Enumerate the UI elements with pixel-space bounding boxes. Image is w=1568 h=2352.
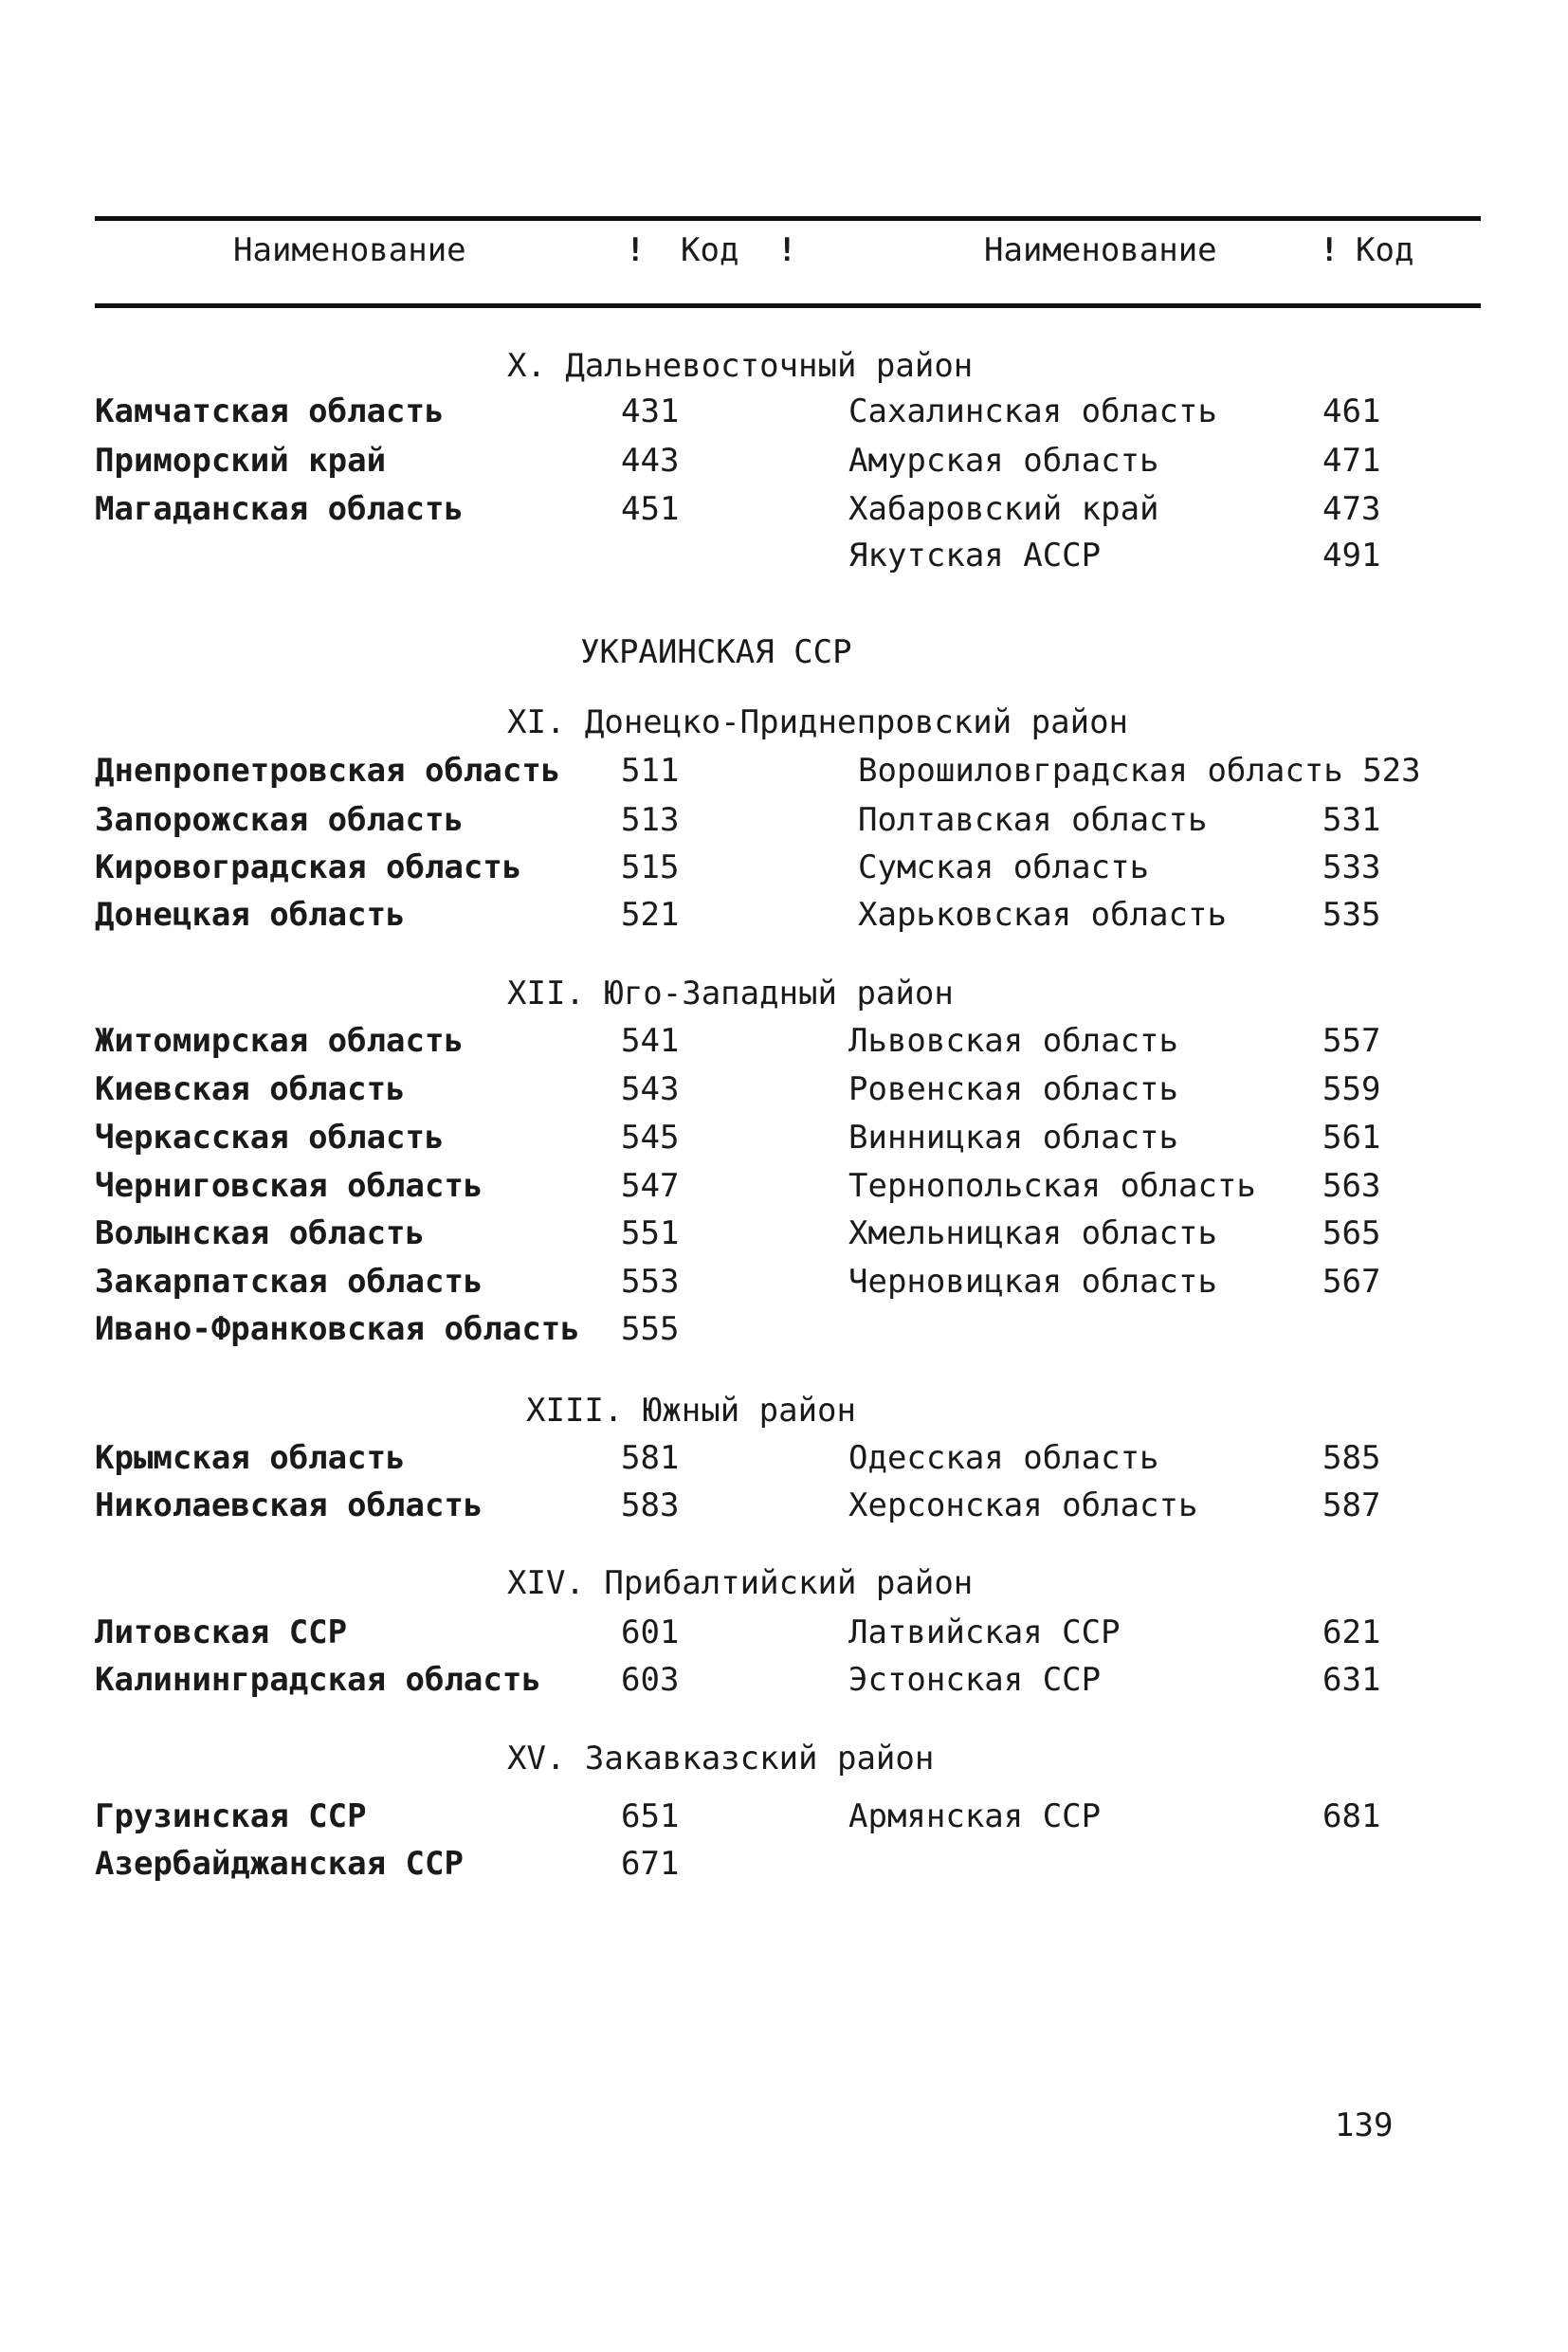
region-name: Хабаровский край [848,490,1159,528]
region-name: Крымская область [95,1439,406,1477]
section-title: Х. Дальневосточный район [507,347,974,385]
region-code: 631 [1322,1661,1381,1699]
region-name: Ивано-Франковская область [95,1310,580,1348]
region-code: 553 [621,1263,680,1301]
region-code: 543 [621,1070,680,1108]
header-code-1: Код [681,231,739,269]
region-name: Херсонская область [848,1486,1198,1524]
region-code: 461 [1322,392,1381,430]
region-name: Хмельницкая область [848,1214,1217,1252]
region-code: 551 [621,1214,680,1252]
section-title: XIII. Южный район [526,1392,856,1430]
region-code: 541 [621,1022,680,1060]
region-name: Черниговская область [95,1167,483,1205]
header-name-2: Наименование [984,231,1217,269]
region-code: 585 [1322,1439,1381,1477]
region-name: Киевская область [95,1070,406,1108]
region-name: Черновицкая область [848,1263,1217,1301]
region-code: 555 [621,1310,680,1348]
region-name: Харьковская область [858,896,1227,934]
region-name: Кировоградская область [95,848,522,886]
region-code: 471 [1322,442,1381,480]
region-code: 521 [621,896,680,934]
region-name: Винницкая область [848,1119,1178,1157]
region-code: 535 [1322,896,1381,934]
region-name: Житомирская область [95,1022,464,1060]
region-name: Закарпатская область [95,1263,483,1301]
section-title: XII. Юго-Западный район [507,975,954,1012]
section-title: XIV. Прибалтийский район [507,1564,974,1602]
header-bottom-rule [95,303,1481,308]
region-name: Ровенская область [848,1070,1178,1108]
header-top-rule [95,216,1481,221]
region-code: 557 [1322,1022,1381,1060]
region-code: 531 [1322,801,1381,839]
republic-title: УКРАИНСКАЯ ССР [580,633,852,671]
region-code: 443 [621,442,680,480]
region-name: Одесская область [848,1439,1159,1477]
region-name: Якутская АССР [848,537,1102,574]
region-code: 681 [1322,1797,1381,1835]
region-name: Сахалинская область [848,392,1217,430]
region-code: 565 [1322,1214,1381,1252]
region-name: Полтавская область [858,801,1208,839]
region-code: 547 [621,1167,680,1205]
region-code: 567 [1322,1263,1381,1301]
header-name-1: Наименование [233,231,466,269]
region-name: Эстонская ССР [848,1661,1102,1699]
region-name: Приморский край [95,442,387,480]
region-name: Тернопольская область [848,1167,1256,1205]
header-separator: ! [626,231,646,269]
region-name: Камчатская область [95,392,445,430]
region-code: 559 [1322,1070,1381,1108]
section-title: XI. Донецко-Приднепровский район [507,703,1129,741]
region-code: 621 [1322,1614,1381,1651]
region-name: Азербайджанская ССР [95,1845,464,1883]
header-separator: ! [777,231,797,269]
region-code: 651 [621,1797,680,1835]
region-code: 515 [621,848,680,886]
region-code: 671 [621,1845,680,1883]
region-name: Волынская область [95,1214,425,1252]
page-number: 139 [1335,2106,1394,2144]
region-name: Днепропетровская область [95,752,561,790]
header-separator: ! [1320,231,1340,269]
region-name: Армянская ССР [848,1797,1102,1835]
region-code: 491 [1322,537,1381,574]
region-code: 583 [621,1486,680,1524]
region-code: 545 [621,1119,680,1157]
region-code: 431 [621,392,680,430]
region-name: Донецкая область [95,896,406,934]
region-code: 587 [1322,1486,1381,1524]
region-code: 603 [621,1661,680,1699]
region-name: Латвийская ССР [848,1614,1121,1651]
region-name: Калининградская область [95,1661,541,1699]
region-name: Николаевская область [95,1486,483,1524]
region-code: 601 [621,1614,680,1651]
header-code-2: Код [1356,231,1414,269]
region-code: 473 [1322,490,1381,528]
section-title: XV. Закавказский район [507,1740,935,1778]
region-name: Литовская ССР [95,1614,348,1651]
region-code: 563 [1322,1167,1381,1205]
region-name: Львовская область [848,1022,1178,1060]
region-code: 561 [1322,1119,1381,1157]
region-name: Ворошиловградская область 523 [858,752,1421,790]
region-name: Запорожская область [95,801,464,839]
region-code: 533 [1322,848,1381,886]
region-code: 581 [621,1439,680,1477]
region-code: 451 [621,490,680,528]
region-name: Магаданская область [95,490,464,528]
region-name: Сумская область [858,848,1150,886]
region-name: Черкасская область [95,1119,445,1157]
region-name: Амурская область [848,442,1159,480]
region-code: 511 [621,752,680,790]
region-name: Грузинская ССР [95,1797,367,1835]
region-code: 513 [621,801,680,839]
